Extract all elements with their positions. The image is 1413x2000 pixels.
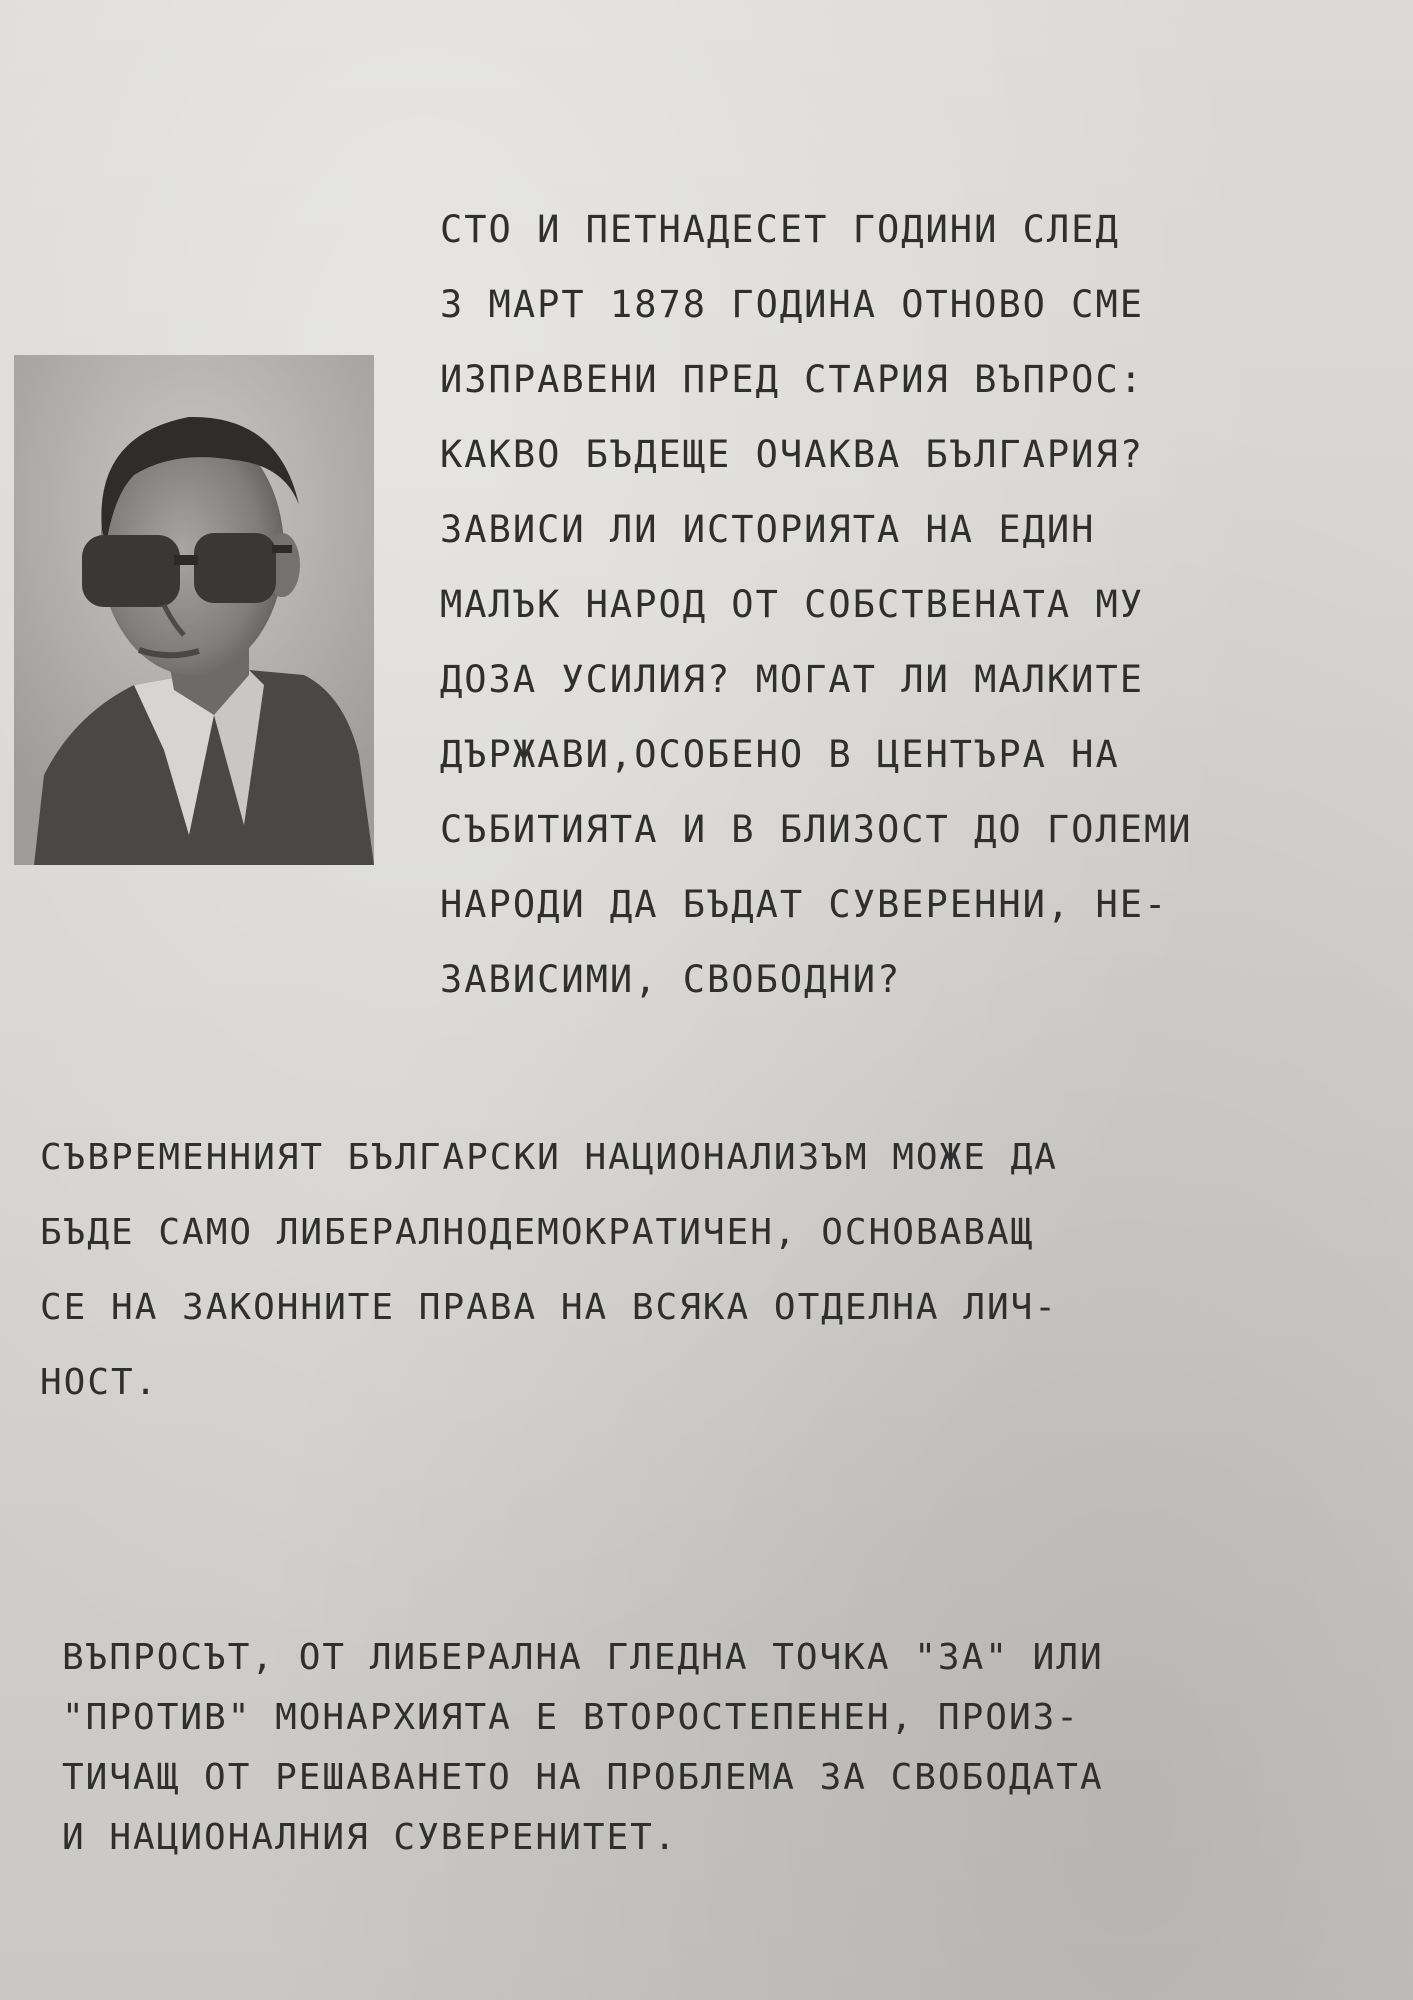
- text-line: ДЪРЖАВИ,ОСОБЕНО В ЦЕНТЪРА НА: [440, 733, 1120, 776]
- text-line: ЗАВИСИМИ, СВОБОДНИ?: [440, 958, 902, 1001]
- text-line: ДОЗА УСИЛИЯ? МОГАТ ЛИ МАЛКИТЕ: [440, 658, 1145, 701]
- text-line: ЗАВИСИ ЛИ ИСТОРИЯТА НА ЕДИН: [440, 508, 1096, 551]
- text-line: КАКВО БЪДЕЩЕ ОЧАКВА БЪЛГАРИЯ?: [440, 433, 1145, 476]
- paragraph-middle: [40, 1120, 1058, 1420]
- text-line: ТИЧАЩ ОТ РЕШАВАНЕТО НА ПРОБЛЕМА ЗА СВОБОДАТА: [62, 1757, 1104, 1798]
- paragraph-bottom: [62, 1628, 1104, 1868]
- portrait-image: [14, 355, 374, 865]
- text-line: И НАЦИОНАЛНИЯ СУВЕРЕНИТЕТ.: [62, 1817, 678, 1858]
- text-line: НОСТ.: [40, 1362, 159, 1403]
- text-line: 3 МАРТ 1878 ГОДИНА ОТНОВО СМЕ: [440, 283, 1145, 326]
- text-line: МАЛЪК НАРОД ОТ СОБСТВЕНАТА МУ: [440, 583, 1145, 626]
- text-line: ВЪПРОСЪТ, ОТ ЛИБЕРАЛНА ГЛЕДНА ТОЧКА "ЗА" ИЛИ: [62, 1637, 1104, 1678]
- text-line: "ПРОТИВ" МОНАРХИЯТА Е ВТОРОСТЕПЕНЕН, ПРОИЗ-: [62, 1697, 1080, 1738]
- text-line: СЪБИТИЯТА И В БЛИЗОСТ ДО ГОЛЕМИ: [440, 808, 1193, 851]
- text-line: НАРОДИ ДА БЪДАТ СУВЕРЕННИ, НЕ-: [440, 883, 1169, 926]
- text-line: ИЗПРАВЕНИ ПРЕД СТАРИЯ ВЪПРОС:: [440, 358, 1145, 401]
- text-line: СТО И ПЕТНАДЕСЕТ ГОДИНИ СЛЕД: [440, 208, 1120, 251]
- portrait-photo: [14, 355, 374, 865]
- text-line: СЕ НА ЗАКОННИТЕ ПРАВА НА ВСЯКА ОТДЕЛНА ЛИЧ-: [40, 1287, 1058, 1328]
- text-line: СЪВРЕМЕННИЯТ БЪЛГАРСКИ НАЦИОНАЛИЗЪМ МОЖЕ ДА: [40, 1137, 1058, 1178]
- text-line: БЪДЕ САМО ЛИБЕРАЛНОДЕМОКРАТИЧЕН, ОСНОВАВАЩ: [40, 1212, 1035, 1253]
- paragraph-top: [440, 192, 1193, 1017]
